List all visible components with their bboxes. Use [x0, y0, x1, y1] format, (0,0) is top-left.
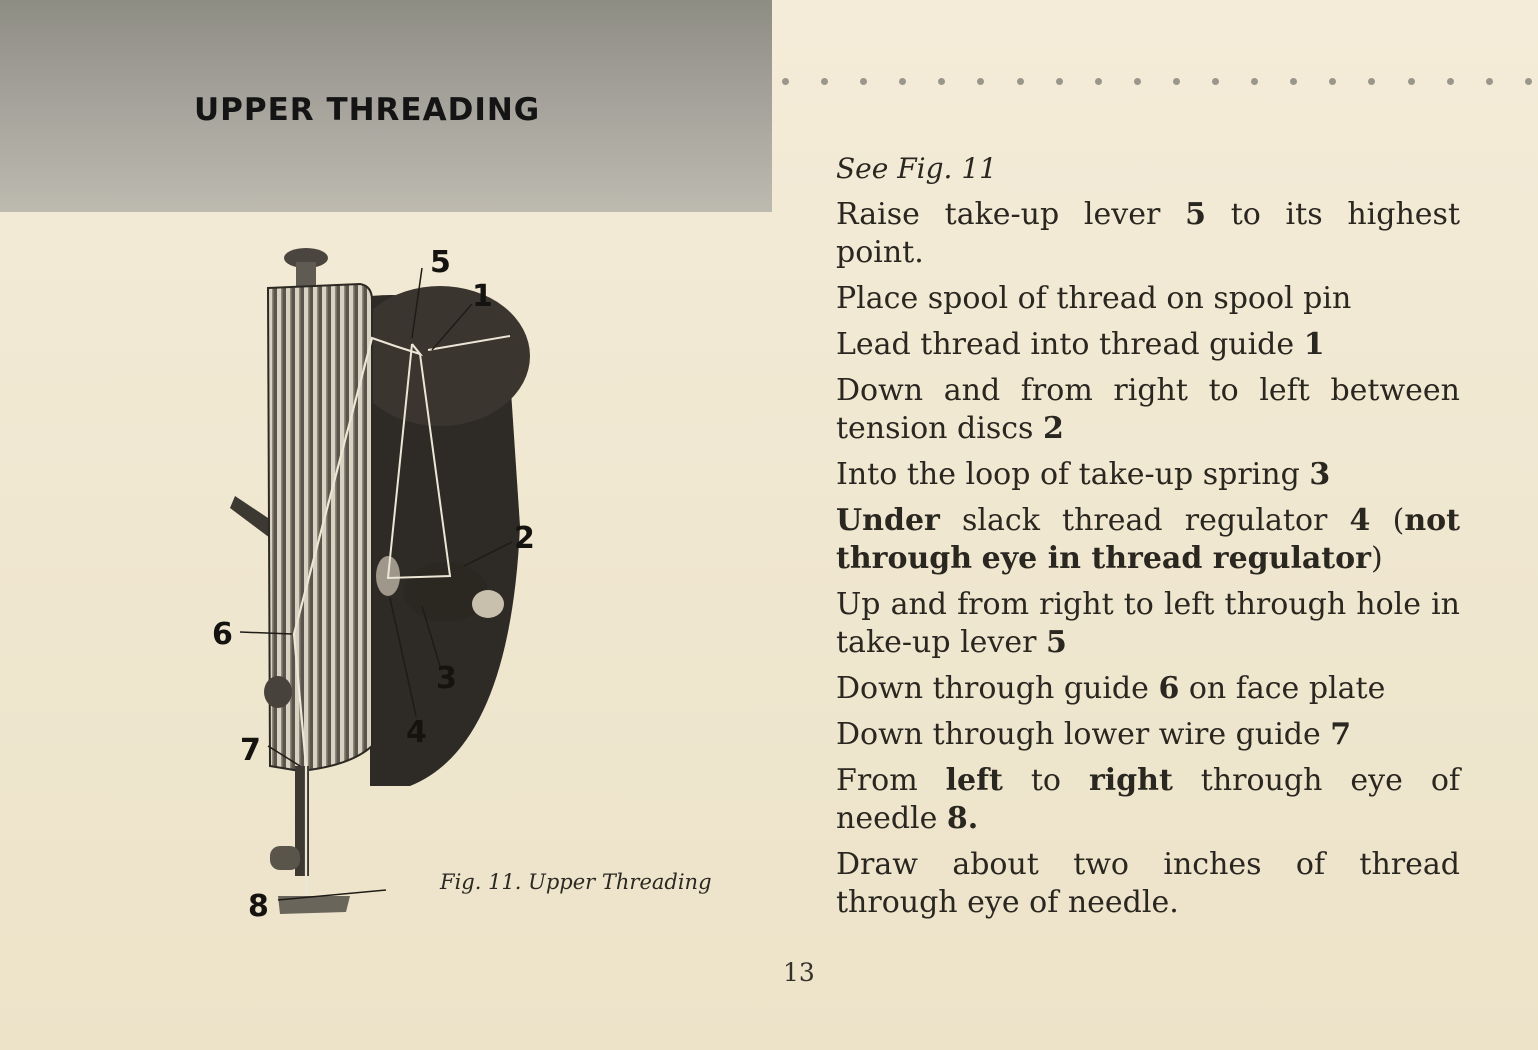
divider-dot: [1134, 78, 1141, 85]
step-text: Raise take-up lever: [836, 197, 1186, 232]
step-text: to: [1002, 763, 1089, 798]
step-text: 5: [1185, 197, 1206, 232]
step-text: on face plate: [1179, 671, 1386, 706]
step-text: Down through lower wire guide: [836, 717, 1331, 752]
step-text: (: [1370, 503, 1405, 538]
header-band: [0, 0, 772, 212]
step-text: 5: [1046, 625, 1067, 660]
callout-6: 6: [212, 617, 233, 652]
handwheel: [350, 286, 530, 426]
callout-3: 3: [436, 661, 457, 696]
page-number: 13: [783, 958, 815, 987]
step-text: ): [1370, 541, 1383, 576]
divider-dot: [1056, 78, 1063, 85]
instruction-step: [836, 762, 1460, 838]
dot-divider: [782, 74, 1532, 88]
step-text: 2: [1042, 411, 1064, 446]
divider-dot: [1447, 78, 1454, 85]
instruction-step: [836, 502, 1460, 578]
step-text: eye in thread regulator: [981, 541, 1371, 576]
instruction-step: [836, 586, 1460, 662]
divider-dot: [782, 78, 789, 85]
tension-discs: [404, 562, 488, 622]
step-text: Place spool of thread on spool pin: [836, 281, 1352, 316]
divider-dot: [1290, 78, 1297, 85]
step-text: slack thread regulator: [939, 503, 1350, 538]
instruction-step: [836, 456, 1460, 494]
step-text: 8.: [946, 801, 979, 836]
step-list: [836, 196, 1460, 922]
step-text: to its highest point.: [836, 197, 1460, 270]
divider-dot: [1017, 78, 1024, 85]
sewing-machine-illustration: [150, 226, 570, 936]
instruction-step: [836, 846, 1460, 922]
tension-knob: [472, 590, 504, 618]
callout-4: 4: [406, 715, 427, 750]
instruction-step: [836, 372, 1460, 448]
section-title: UPPER THREADING: [194, 92, 541, 128]
step-text: [972, 541, 982, 576]
callout-1: 1: [472, 279, 493, 314]
step-text: Up and from right to left through hole in take-up lever: [836, 587, 1460, 660]
thumb-screw: [264, 676, 292, 708]
figure-caption: Fig. 11. Upper Threading: [440, 870, 712, 894]
divider-dot: [1173, 78, 1180, 85]
callout-5: 5: [430, 245, 451, 280]
divider-dot: [1368, 78, 1375, 85]
instruction-step: [836, 716, 1460, 754]
step-text: Lead thread into thread guide: [836, 327, 1304, 362]
divider-dot: [1251, 78, 1258, 85]
step-text: through eye of needle: [836, 763, 1460, 836]
step-text: right: [1088, 763, 1173, 798]
step-text: Draw about two inches of thread through eye of needle.: [836, 847, 1460, 920]
step-text: 3: [1309, 457, 1331, 492]
divider-dot: [899, 78, 906, 85]
instruction-step: [836, 196, 1460, 272]
step-text: 6: [1158, 671, 1180, 706]
step-text: Down and from right to left between tension discs: [836, 373, 1460, 446]
see-figure-reference: See Fig. 11: [836, 152, 997, 185]
callout-2: 2: [514, 521, 535, 556]
step-text: 4: [1349, 503, 1371, 538]
instruction-step: [836, 670, 1460, 708]
divider-dot: [977, 78, 984, 85]
instruction-step: [836, 326, 1460, 364]
divider-dot: [1525, 78, 1532, 85]
step-text: 1: [1303, 327, 1325, 362]
divider-dot: [1486, 78, 1493, 85]
instruction-step: [836, 280, 1460, 318]
presser-screw: [270, 846, 300, 870]
divider-dot: [1408, 78, 1415, 85]
divider-dot: [860, 78, 867, 85]
step-text: 7: [1330, 717, 1352, 752]
step-text: Under: [836, 503, 940, 538]
callout-7: 7: [240, 733, 261, 768]
step-text: Into the loop of take-up spring: [836, 457, 1310, 492]
divider-dot: [938, 78, 945, 85]
divider-dot: [1329, 78, 1336, 85]
step-text: left: [945, 763, 1003, 798]
divider-dot: [1212, 78, 1219, 85]
step-text: From: [836, 763, 946, 798]
divider-dot: [821, 78, 828, 85]
step-text: not through: [836, 503, 1460, 576]
divider-dot: [1095, 78, 1102, 85]
step-text: Down through guide: [836, 671, 1159, 706]
callout-8: 8: [248, 889, 269, 924]
instructions-column: [836, 150, 1460, 930]
